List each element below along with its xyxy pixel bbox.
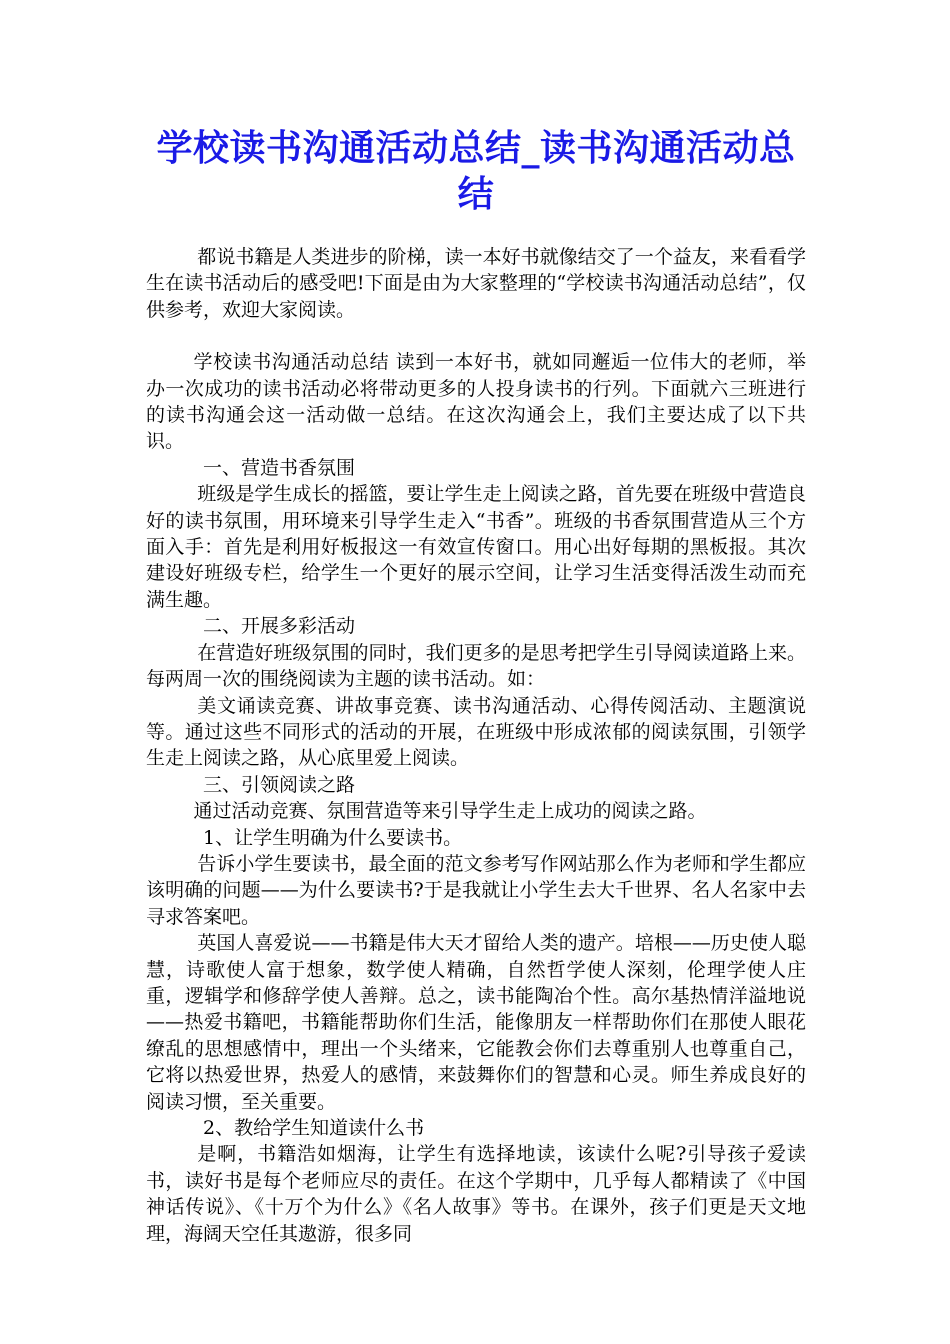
document-title: 学校读书沟通活动总结_读书沟通活动总结 xyxy=(156,128,796,215)
subheading-why-read: 1、让学生明确为什么要读书。 xyxy=(203,826,463,849)
paragraph-summary: 学校读书沟通活动总结 读到一本好书，就如同邂逅一位伟大的老师，举办一次成功的读书活动必将带动更多的人投身读书的行列。下面就六三班进行的读书沟通会这一活动做一总结。在这次沟通会上，我们主要达成了以下共识。 xyxy=(146,351,806,453)
subheading-what-read: 2、教给学生知道读什么书 xyxy=(203,1117,425,1139)
paragraph-gap xyxy=(146,323,806,349)
section-heading-1: 一、营造书香氛围 xyxy=(203,456,356,479)
paragraph-reading-path: 通过活动竞赛、氛围营造等来引导学生走上成功的阅读之路。 xyxy=(193,800,707,823)
paragraph-quotes: 英国人喜爱说——书籍是伟大天才留给人类的遗产。培根——历史使人聪慧，诗歌使人富于想象，数学使人精确，自然哲学使人深刻，伦理学使人庄重，逻辑学和修辞学使人善辩。总之，读书能陶冶个性。高尔基热情洋溢地说——热爱书籍吧，书籍能帮助你们生活，能像朋友一样帮助你们在那使人眼花缭乱的思想感情中，理出一个头绪来，它能教会你们去尊重别人也尊重自己，它将以热爱世界，热爱人的感情，来鼓舞你们的智慧和心灵。师生养成良好的阅读习惯，至关重要。 xyxy=(146,932,806,1113)
document-body xyxy=(146,244,806,1247)
section-heading-3: 三、引领阅读之路 xyxy=(203,773,356,796)
intro-paragraph: 都说书籍是人类进步的阶梯，读一本好书就像结交了一个益友，来看看学生在读书活动后的感受吧!下面是由为大家整理的“学校读书沟通活动总结”，仅供参考，欢迎大家阅读。 xyxy=(146,246,806,321)
paragraph-why-read: 告诉小学生要读书，最全面的范文参考写作网站那么作为老师和学生都应该明确的问题——为什么要读书?于是我就让小学生去大千世界、名人名家中去寻求答案吧。 xyxy=(146,852,806,928)
section-heading-2: 二、开展多彩活动 xyxy=(203,615,356,638)
paragraph-activities-intro: 在营造好班级氛围的同时，我们更多的是思考把学生引导阅读道路上来。每两周一次的围绕阅读为主题的读书活动。如： xyxy=(146,641,806,691)
paragraph-atmosphere: 班级是学生成长的摇篮，要让学生走上阅读之路，首先要在班级中营造良好的读书氛围，用环境来引导学生走入“书香”。班级的书香氛围营造从三个方面入手：首先是利用好板报这一有效宣传窗口。用心出好每期的黑板报。其次建设好班级专栏，给学生一个更好的展示空间，让学习生活变得活泼生动而充满生趣。 xyxy=(146,483,806,611)
document-page xyxy=(146,126,806,1247)
paragraph-what-read: 是啊，书籍浩如烟海，让学生有选择地读，该读什么呢?引导孩子爱读书，读好书是每个老师应尽的责任。在这个学期中，几乎每人都精读了《中国神话传说》、《十万个为什么》《名人故事》等书。在课外，孩子们更是天文地理，海阔天空任其遨游，很多同 xyxy=(146,1143,806,1245)
paragraph-activities-list: 美文诵读竞赛、讲故事竞赛、读书沟通活动、心得传阅活动、主题演说等。通过这些不同形式的活动的开展，在班级中形成浓郁的阅读氛围，引领学生走上阅读之路，从心底里爱上阅读。 xyxy=(146,694,806,770)
